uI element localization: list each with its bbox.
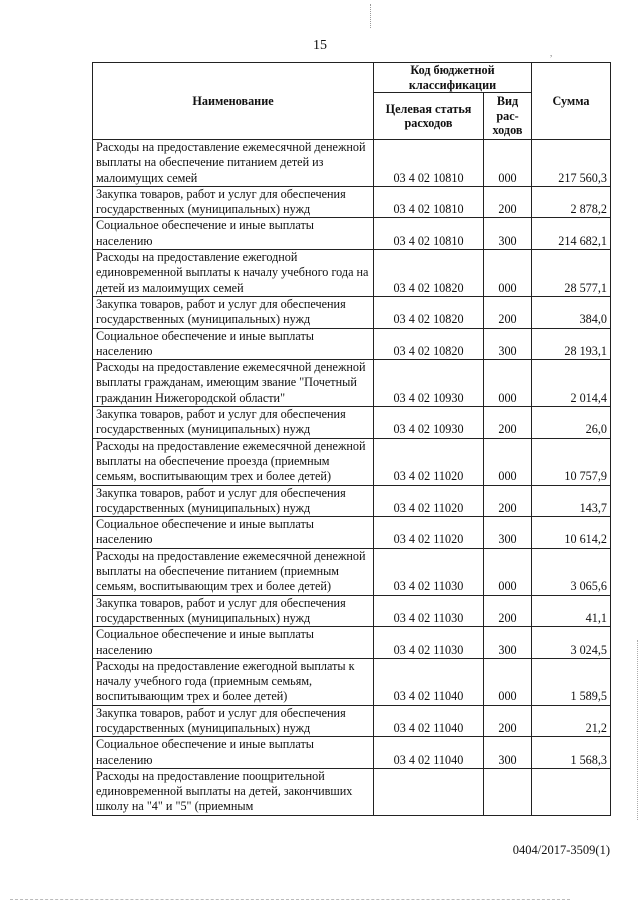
row-code-cell: 03 4 02 11030 bbox=[374, 548, 484, 595]
table-row bbox=[93, 627, 611, 659]
row-code-cell: 03 4 02 10930 bbox=[374, 360, 484, 407]
row-code-cell bbox=[374, 768, 484, 815]
row-sum-cell: 214 682,1 bbox=[532, 218, 611, 250]
row-type-cell bbox=[484, 768, 532, 815]
table-row bbox=[93, 438, 611, 485]
row-sum-cell: 2 878,2 bbox=[532, 186, 611, 218]
row-name-cell: Социальное обеспечение и иные выплаты населению bbox=[93, 517, 374, 549]
row-code-cell: 03 4 02 11030 bbox=[374, 627, 484, 659]
row-sum-cell: 10 757,9 bbox=[532, 438, 611, 485]
scan-bottom-artifact bbox=[10, 899, 570, 901]
table-row bbox=[93, 296, 611, 328]
row-type-cell: 200 bbox=[484, 296, 532, 328]
row-type-cell: 300 bbox=[484, 328, 532, 360]
budget-table bbox=[92, 62, 611, 816]
row-sum-cell: 10 614,2 bbox=[532, 517, 611, 549]
row-code-cell: 03 4 02 10810 bbox=[374, 140, 484, 187]
row-sum-cell: 3 024,5 bbox=[532, 627, 611, 659]
row-name-cell: Расходы на предоставление ежемесячной денежной выплаты на обеспечение питанием детей из малоимущих семей bbox=[93, 140, 374, 187]
row-type-cell: 000 bbox=[484, 438, 532, 485]
row-name-cell: Расходы на предоставление ежегодной выплаты к началу учебного года (приемным семьям, воспитывающим трех и более детей) bbox=[93, 658, 374, 705]
row-type-cell: 200 bbox=[484, 186, 532, 218]
row-name-cell: Закупка товаров, работ и услуг для обеспечения государственных (муниципальных) нужд bbox=[93, 296, 374, 328]
row-code-cell: 03 4 02 11040 bbox=[374, 737, 484, 769]
row-code-cell: 03 4 02 11020 bbox=[374, 517, 484, 549]
table-row bbox=[93, 407, 611, 439]
table-row bbox=[93, 328, 611, 360]
table-row bbox=[93, 186, 611, 218]
row-type-cell: 300 bbox=[484, 517, 532, 549]
row-code-cell: 03 4 02 10810 bbox=[374, 186, 484, 218]
row-name-cell: Социальное обеспечение и иные выплаты населению bbox=[93, 218, 374, 250]
table-row bbox=[93, 140, 611, 187]
row-code-cell: 03 4 02 11040 bbox=[374, 705, 484, 737]
header-expense-type: Вид рас-ходов bbox=[484, 93, 532, 140]
row-sum-cell: 384,0 bbox=[532, 296, 611, 328]
table-row bbox=[93, 658, 611, 705]
scan-artifact-line bbox=[370, 4, 372, 28]
row-name-cell: Закупка товаров, работ и услуг для обеспечения государственных (муниципальных) нужд bbox=[93, 705, 374, 737]
row-sum-cell: 1 589,5 bbox=[532, 658, 611, 705]
row-type-cell: 000 bbox=[484, 250, 532, 297]
row-name-cell: Расходы на предоставление ежемесячной денежной выплаты на обеспечение питанием (приемным семьям, воспитывающим трех и более детей) bbox=[93, 548, 374, 595]
row-code-cell: 03 4 02 11030 bbox=[374, 595, 484, 627]
row-type-cell: 000 bbox=[484, 658, 532, 705]
row-type-cell: 300 bbox=[484, 627, 532, 659]
row-type-cell: 300 bbox=[484, 737, 532, 769]
header-sum: Сумма bbox=[532, 63, 611, 140]
row-sum-cell: 143,7 bbox=[532, 485, 611, 517]
row-sum-cell: 21,2 bbox=[532, 705, 611, 737]
document-number: 0404/2017-3509(1) bbox=[512, 843, 610, 857]
scan-edge-artifact bbox=[633, 640, 638, 820]
table-row bbox=[93, 705, 611, 737]
table-row bbox=[93, 485, 611, 517]
header-name: Наименование bbox=[93, 63, 374, 140]
row-type-cell: 200 bbox=[484, 485, 532, 517]
row-type-cell: 200 bbox=[484, 407, 532, 439]
row-code-cell: 03 4 02 10810 bbox=[374, 218, 484, 250]
row-name-cell: Расходы на предоставление ежегодной единовременной выплаты к началу учебного года на детей из малоимущих семей bbox=[93, 250, 374, 297]
table-row bbox=[93, 360, 611, 407]
row-sum-cell: 41,1 bbox=[532, 595, 611, 627]
budget-table-header bbox=[93, 63, 611, 140]
row-sum-cell bbox=[532, 768, 611, 815]
row-code-cell: 03 4 02 10820 bbox=[374, 296, 484, 328]
row-name-cell: Социальное обеспечение и иные выплаты населению bbox=[93, 328, 374, 360]
table-row bbox=[93, 595, 611, 627]
row-sum-cell: 217 560,3 bbox=[532, 140, 611, 187]
row-type-cell: 000 bbox=[484, 548, 532, 595]
row-name-cell: Расходы на предоставление ежемесячной денежной выплаты на обеспечение проезда (приемным семьям, воспитывающим трех и более детей) bbox=[93, 438, 374, 485]
row-name-cell: Закупка товаров, работ и услуг для обеспечения государственных (муниципальных) нужд bbox=[93, 407, 374, 439]
row-sum-cell: 28 577,1 bbox=[532, 250, 611, 297]
page-number: 15 bbox=[313, 38, 327, 53]
row-name-cell: Закупка товаров, работ и услуг для обеспечения государственных (муниципальных) нужд bbox=[93, 485, 374, 517]
row-name-cell: Расходы на предоставление поощрительной единовременной выплаты на детей, закончивших школу на "4" и "5" (приемным bbox=[93, 768, 374, 815]
table-row bbox=[93, 548, 611, 595]
table-row bbox=[93, 517, 611, 549]
row-sum-cell: 3 065,6 bbox=[532, 548, 611, 595]
row-code-cell: 03 4 02 11040 bbox=[374, 658, 484, 705]
row-code-cell: 03 4 02 10820 bbox=[374, 328, 484, 360]
row-type-cell: 200 bbox=[484, 705, 532, 737]
row-name-cell: Социальное обеспечение и иные выплаты населению bbox=[93, 627, 374, 659]
row-sum-cell: 28 193,1 bbox=[532, 328, 611, 360]
row-code-cell: 03 4 02 11020 bbox=[374, 438, 484, 485]
row-code-cell: 03 4 02 10820 bbox=[374, 250, 484, 297]
table-row bbox=[93, 768, 611, 815]
row-name-cell: Расходы на предоставление ежемесячной денежной выплаты гражданам, имеющим звание "Почетный гражданин Нижегородской области" bbox=[93, 360, 374, 407]
row-name-cell: Закупка товаров, работ и услуг для обеспечения государственных (муниципальных) нужд bbox=[93, 186, 374, 218]
row-type-cell: 000 bbox=[484, 140, 532, 187]
row-code-cell: 03 4 02 11020 bbox=[374, 485, 484, 517]
table-row bbox=[93, 737, 611, 769]
row-sum-cell: 2 014,4 bbox=[532, 360, 611, 407]
table-row bbox=[93, 250, 611, 297]
scan-artifact-dot: , bbox=[550, 48, 553, 58]
budget-table-body bbox=[93, 140, 611, 816]
row-type-cell: 000 bbox=[484, 360, 532, 407]
row-name-cell: Закупка товаров, работ и услуг для обеспечения государственных (муниципальных) нужд bbox=[93, 595, 374, 627]
row-name-cell: Социальное обеспечение и иные выплаты населению bbox=[93, 737, 374, 769]
header-code-group: Код бюджетной классификации bbox=[374, 63, 532, 93]
row-sum-cell: 26,0 bbox=[532, 407, 611, 439]
header-target-article: Целевая статья расходов bbox=[374, 93, 484, 140]
row-type-cell: 300 bbox=[484, 218, 532, 250]
table-row bbox=[93, 218, 611, 250]
row-type-cell: 200 bbox=[484, 595, 532, 627]
row-sum-cell: 1 568,3 bbox=[532, 737, 611, 769]
row-code-cell: 03 4 02 10930 bbox=[374, 407, 484, 439]
